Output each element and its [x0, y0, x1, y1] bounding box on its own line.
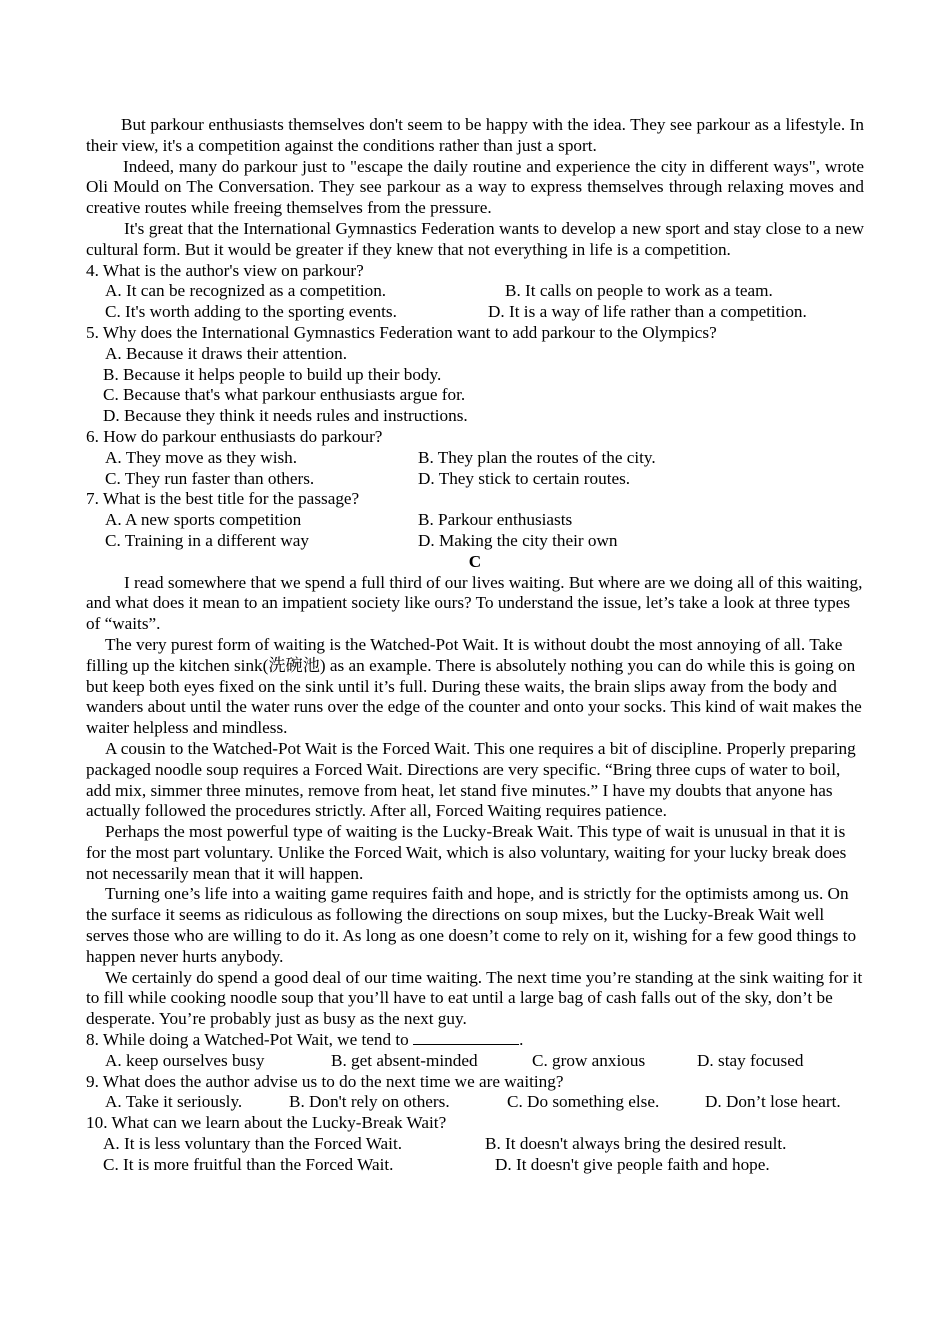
option-b[interactable]: B. It doesn't always bring the desired result. — [485, 1134, 787, 1154]
question-stem-end: . — [519, 1030, 524, 1050]
option-row — [86, 281, 864, 302]
option-row — [86, 406, 864, 427]
question-stem-text: 8. While doing a Watched-Pot Wait, we tend to — [86, 1030, 409, 1050]
question-stem: 5. Why does the International Gymnastics Federation want to add parkour to the Olympics? — [86, 322, 717, 342]
answer-blank[interactable] — [413, 1030, 519, 1045]
question-stem — [86, 1030, 864, 1051]
option-row — [86, 1155, 864, 1176]
passage-paragraph: Indeed, many do parkour just to "escape the daily routine and experience the city in different ways", wrote Oli Mould on The Conversation. They see parkour as a way to express themselves through relaxing moves and creative routes while freeing themselves from the pressure. — [86, 156, 864, 218]
option-c[interactable]: C. It is more fruitful than the Forced Wait. — [103, 1154, 394, 1174]
option-b[interactable]: B. Don't rely on others. — [289, 1092, 450, 1112]
option-a[interactable]: A. Because it draws their attention. — [105, 343, 347, 363]
option-a[interactable]: A. It can be recognized as a competition. — [105, 281, 387, 301]
option-c[interactable]: C. Do something else. — [507, 1092, 660, 1112]
question-stem: 6. How do parkour enthusiasts do parkour? — [86, 426, 383, 446]
option-row — [86, 365, 864, 386]
option-a[interactable]: A. It is less voluntary than the Forced Wait. — [103, 1134, 403, 1154]
option-d[interactable]: D. Making the city their own — [418, 530, 618, 550]
option-a[interactable]: A. keep ourselves busy — [105, 1050, 265, 1070]
option-b[interactable]: B. They plan the routes of the city. — [418, 447, 656, 467]
option-a[interactable]: A. Take it seriously. — [105, 1092, 243, 1112]
option-d[interactable]: D. Don’t lose heart. — [705, 1092, 841, 1112]
option-a[interactable]: A. A new sports competition — [105, 510, 302, 530]
option-row — [86, 1051, 864, 1072]
section-heading: C — [468, 551, 482, 571]
option-c[interactable]: C. It's worth adding to the sporting events. — [105, 302, 397, 322]
option-row — [86, 302, 864, 323]
passage-paragraph: It's great that the International Gymnastics Federation wants to develop a new sport and stay close to a new cultural form. But it would be greater if they knew that not everything in life is a competition. — [86, 218, 864, 259]
option-d[interactable]: D. Because they think it needs rules and instructions. — [103, 406, 468, 426]
question-stem: 10. What can we learn about the Lucky-Break Wait? — [86, 1113, 447, 1133]
option-b[interactable]: B. get absent-minded — [331, 1050, 478, 1070]
option-row — [86, 385, 864, 406]
option-c[interactable]: C. They run faster than others. — [105, 468, 315, 488]
option-d[interactable]: D. They stick to certain routes. — [418, 468, 631, 488]
option-d[interactable]: D. It is a way of life rather than a competition. — [488, 302, 807, 322]
passage-paragraph: I read somewhere that we spend a full third of our lives waiting. But where are we doing all of this waiting, and what does it mean to an impatient society like ours? To understand the issue, let’s take a look at three types of “waits”. — [86, 572, 863, 634]
passage-paragraph: But parkour enthusiasts themselves don't seem to be happy with the idea. They see parkour as a lifestyle. In their view, it's a competition against the conditions rather than just a sport. — [86, 115, 864, 155]
question-stem: 7. What is the best title for the passage? — [86, 489, 360, 509]
option-a[interactable]: A. They move as they wish. — [105, 447, 298, 467]
option-row — [86, 531, 864, 552]
option-d[interactable]: D. stay focused — [697, 1050, 804, 1070]
exam-page — [86, 115, 864, 1176]
option-row — [86, 469, 864, 490]
question-stem: 9. What does the author advise us to do the next time we are waiting? — [86, 1071, 564, 1091]
option-c[interactable]: C. Because that's what parkour enthusiasts argue for. — [103, 385, 466, 405]
option-row — [86, 344, 864, 365]
question-stem: 4. What is the author's view on parkour? — [86, 260, 364, 280]
option-b[interactable]: B. It calls on people to work as a team. — [505, 281, 773, 301]
option-row — [86, 448, 864, 469]
option-row — [86, 1092, 864, 1113]
passage-paragraph: A cousin to the Watched-Pot Wait is the Forced Wait. This one requires a bit of discipline. Properly preparing packaged noodle soup requires a Forced Wait. Directions are very specific. “Bring three cups of water to boil, add mix, simmer three minutes, remove from heat, let stand five minutes.” I have my doubts that anyone has actually followed the procedures strictly. After all, Forced Waiting requires patience. — [86, 738, 856, 821]
option-b[interactable]: B. Because it helps people to build up their body. — [103, 364, 442, 384]
passage-paragraph: Turning one’s life into a waiting game requires faith and hope, and is strictly for the optimists among us. On the surface it seems as ridiculous as following the directions on soup mixes, but the Lucky-Break Wait well serves those who are willing to do it. As long as one doesn’t come to rely on it, wishing for a few good things to happen never hurts anybody. — [86, 884, 857, 966]
option-row — [86, 510, 864, 531]
option-b[interactable]: B. Parkour enthusiasts — [418, 510, 573, 530]
passage-paragraph: We certainly do spend a good deal of our time waiting. The next time you’re standing at the sink waiting for it to fill while cooking noodle soup that you’ll have to eat until a large bag of cash falls out of the sky, don’t be desperate. You’re probably just as busy as the next guy. — [86, 967, 863, 1029]
passage-paragraph: Perhaps the most powerful type of waiting is the Lucky-Break Wait. This type of wait is unusual in that it is for the most part voluntary. Unlike the Forced Wait, which is also voluntary, waiting for your lucky break does not necessarily mean that it will happen. — [86, 822, 847, 883]
option-row — [86, 1134, 864, 1155]
option-d[interactable]: D. It doesn't give people faith and hope. — [495, 1154, 770, 1174]
option-c[interactable]: C. grow anxious — [532, 1050, 646, 1070]
passage-paragraph: The very purest form of waiting is the Watched-Pot Wait. It is without doubt the most annoying of all. Take filling up the kitchen sink(洗碗池) as an example. There is absolutely nothing you can do while this is going on but keep both eyes fixed on the sink until it’s full. During these waits, the brain slips away from the body and wanders about until the water runs over the edge of the counter and onto your socks. This kind of wait makes the waiter helpless and mindless. — [86, 634, 862, 738]
option-c[interactable]: C. Training in a different way — [105, 530, 309, 550]
